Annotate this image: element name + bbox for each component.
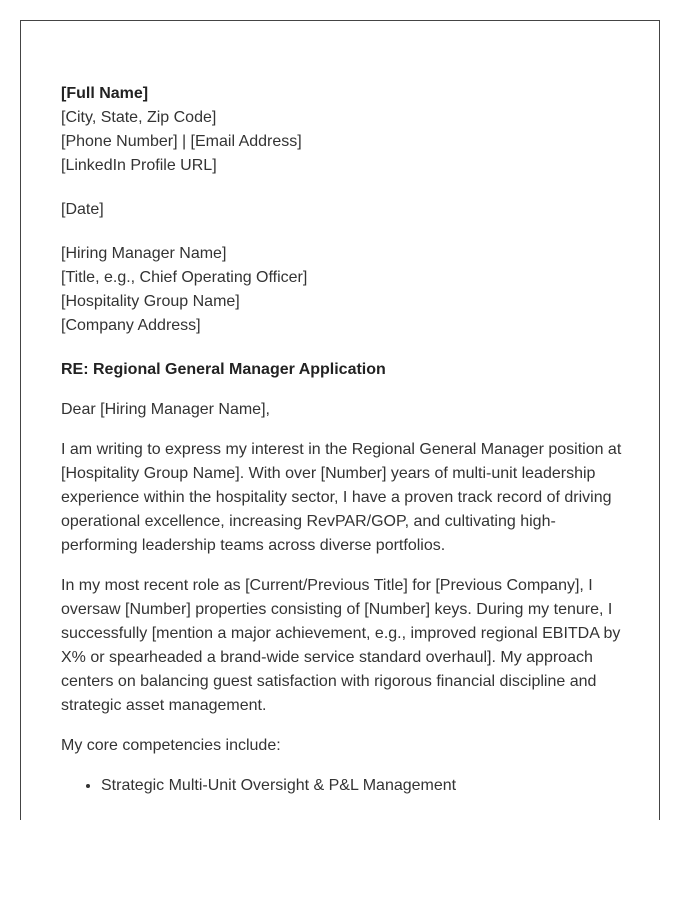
letter-page [20, 20, 660, 820]
sender-linkedin: [LinkedIn Profile URL] [61, 157, 217, 174]
paragraph-recent-role: In my most recent role as [Current/Previous Title] for [Previous Company], I oversaw [Number] properties consisting of [Number] keys. During my tenure, I successfully [mention a major achievement, e.g., improved regional EBITDA by X% or spearheaded a brand-wide service standard overhaul]. My approach centers on balancing guest satisfaction with rigorous financial discipline and strategic asset management. [61, 577, 621, 714]
recipient-block [61, 242, 625, 338]
competency-item: • Strategic Multi-Unit Oversight & P&L Management [101, 774, 625, 798]
salutation: Dear [Hiring Manager Name], [61, 401, 270, 418]
recipient-name: [Hiring Manager Name] [61, 245, 227, 262]
letter-date: [Date] [61, 201, 104, 218]
sender-city-state-zip: [City, State, Zip Code] [61, 109, 217, 126]
recipient-address: [Company Address] [61, 317, 201, 334]
sender-full-name: [Full Name] [61, 85, 149, 102]
subject-line [61, 358, 625, 382]
sender-phone-email: [Phone Number] | [Email Address] [61, 133, 302, 150]
paragraph-competencies-intro: My core competencies include: [61, 737, 281, 754]
recipient-title: [Title, e.g., Chief Operating Officer] [61, 269, 308, 286]
date-block [61, 198, 625, 222]
paragraph-intro: I am writing to express my interest in the Regional General Manager position at [Hospitality Group Name]. With over [Number] years of multi-unit leadership experience within the hospitality sector, I have a proven track record of driving operational excellence, increasing RevPAR/GOP, and cultivating high-performing leadership teams across diverse portfolios. [61, 441, 622, 554]
letter-body [61, 82, 625, 798]
recipient-group-name: [Hospitality Group Name] [61, 293, 240, 310]
competencies-list [61, 774, 625, 798]
subject-text: RE: Regional General Manager Application [61, 361, 386, 378]
sender-block [61, 82, 625, 178]
